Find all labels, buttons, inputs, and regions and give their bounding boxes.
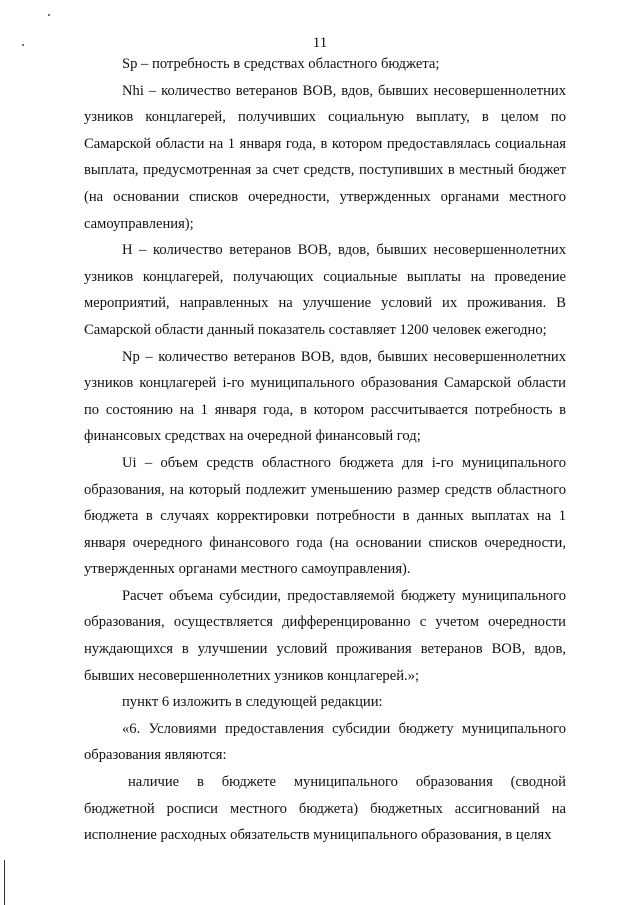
paragraph-subsidy-calculation: Расчет объема субсидии, предоставляемой бюджету муниципального образования, осуществляется дифференцированно с учетом очередности нуждающихся в улучшении условий проживания ветеранов ВОВ, вдов, бывших несовершеннолетних узников концлагерей.»; [84,587,566,684]
paragraph-ui-definition: Ui – объем средств областного бюджета для i-го муниципального образования, на который подлежит уменьшению размер средств областного бюджета в случаях корректировки потребности в данных выплатах на 1 января очередного финансового года (на основании списков очередности, утвержденных органами местного самоуправления). [84,454,566,578]
paragraph-sp-definition: Sp – потребность в средствах областного бюджета; [122,56,440,72]
scan-edge-line [4,860,5,905]
scan-speck [48,14,50,16]
paragraph-np-definition: Np – количество ветеранов ВОВ, вдов, бывших несовершеннолетних узников концлагерей i-го муниципального образования Самарской области по состоянию на 1 января года, в котором рассчитывается потребность в финансовых средствах на очередной финансовый год; [84,348,566,445]
paragraph-item-6-conditions: «6. Условиями предоставления субсидии бюджету муниципального образования являются: [84,720,566,764]
document-body [84,51,566,849]
paragraph-item-6-intro: пункт 6 изложить в следующей редакции: [122,694,383,711]
paragraph-nhi-definition: Nhi – количество ветеранов ВОВ, вдов, бывших несовершеннолетних узников концлагерей, получивших социальную выплату, в целом по Самарской области на 1 января года, в котором предоставлялась социальная выплата, предусмотренная за счет средств, поступивших в местный бюджет (на основании списков очередности, утвержденных органами местного самоуправления); [84,82,566,232]
page-number: 11 [312,35,328,51]
paragraph-budget-availability: наличие в бюджете муниципального образования (сводной бюджетной росписи местного бюджета) бюджетных ассигнований на исполнение расходных обязательств муниципального образования, в целях [84,774,566,844]
paragraph-h-definition: Н – количество ветеранов ВОВ, вдов, бывших несовершеннолетних узников концлагерей, получающих социальные выплаты на проведение мероприятий, направленных на улучшение условий их проживания. В Самарской области данный показатель составляет 1200 человек ежегодно; [84,242,566,338]
